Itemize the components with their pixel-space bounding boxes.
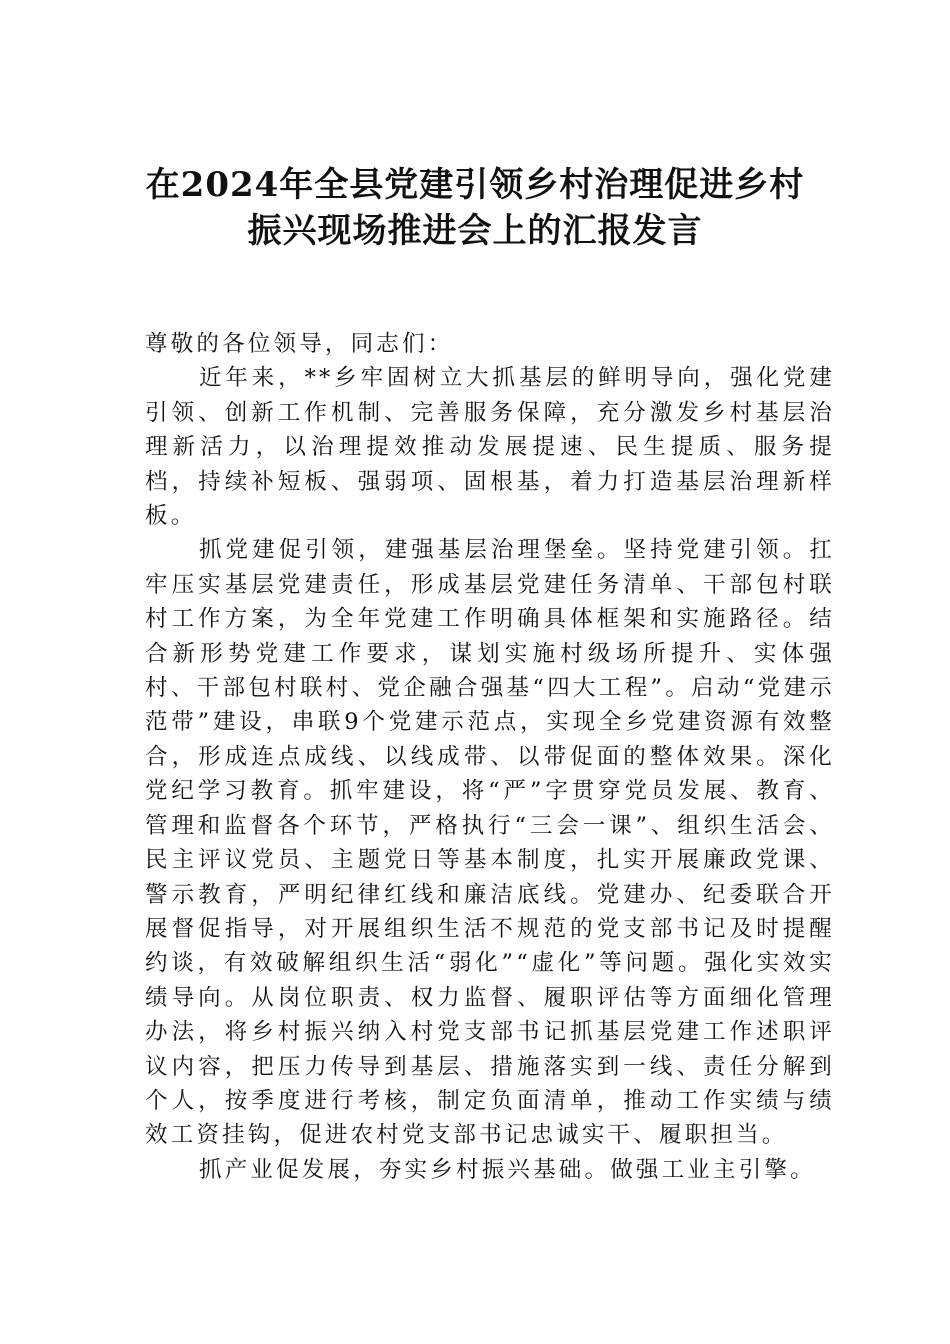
paragraph-party-building: 抓党建促引领，建强基层治理堡垒。坚持党建引领。扛牢压实基层党建责任，形成基层党建任务清单、干部包村联村工作方案，为全年党建工作明确具体框架和实施路径。结合新形势党建工作要求，谋划实施村级场所提升、实体强村、干部包村联村、党企融合强基“四大工程”。启动“党建示范带”建设，串联9个党建示范点，实现全乡党建资源有效整合，形成连点成线、以线成带、以带促面的整体效果。深化党纪学习教育。抓牢建设，将“严”字贯穿党员发展、教育、管理和监督各个环节，严格执行“三会一课”、组织生活会、民主评议党员、主题党日等基本制度，扎实开展廉政党课、警示教育，严明纪律红线和廉洁底线。党建办、纪委联合开展督促指导，对开展组织生活不规范的党支部书记及时提醒约谈，有效破解组织生活“弱化”“虚化”等问题。强化实效实绩导向。从岗位职责、权力监督、履职评估等方面细化管理办法，将乡村振兴纳入村党支部书记抓基层党建工作述职评议内容，把压力传导到基层、措施落实到一线、责任分解到个人，按季度进行考核，制定负面清单，推动工作实绩与绩效工资挂钩，促进农村党支部书记忠诚实干、履职担当。 <box>145 537 835 1149</box>
document-title-line-2: 振兴现场推进会上的汇报发言 <box>247 211 703 251</box>
paragraph-industry: 抓产业促发展，夯实乡村振兴基础。做强工业主引擎。 <box>199 1156 816 1183</box>
document-title-line-1: 在2024年全县党建引领乡村治理促进乡村 <box>145 165 805 205</box>
document-body <box>145 327 835 1187</box>
paragraph-intro: 近年来，**乡牢固树立大抓基层的鲜明导向，强化党建引领、创新工作机制、完善服务保障，充分激发乡村基层治理新活力，以治理提效推动发展提速、民生提质、服务提档，持续补短板、强弱项、固根基，着力打造基层治理新样板。 <box>145 365 835 530</box>
salutation: 尊敬的各位领导，同志们： <box>145 331 454 357</box>
